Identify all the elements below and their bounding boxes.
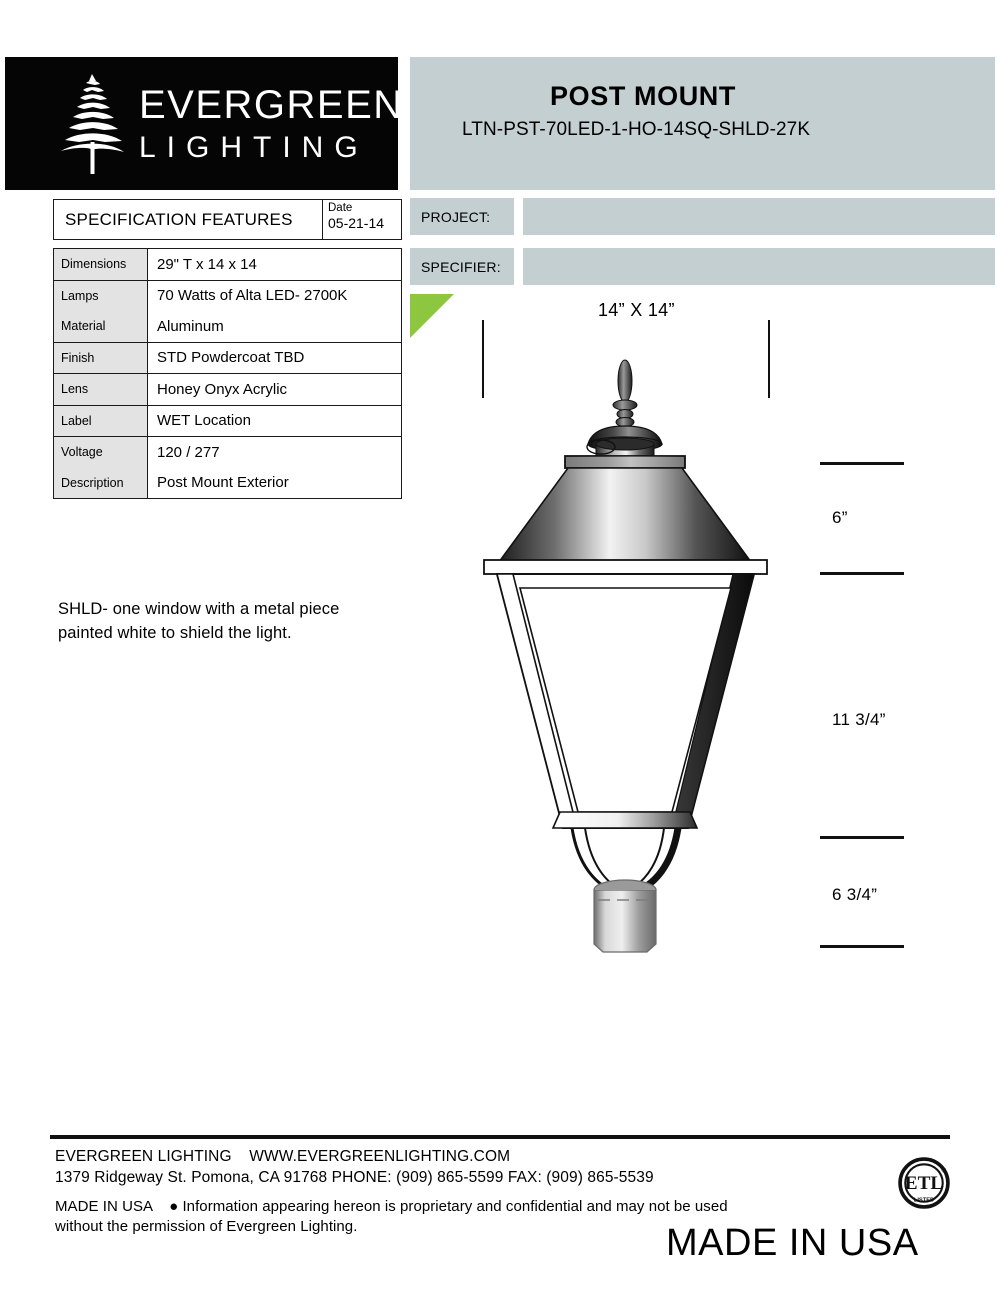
etl-listed-icon	[898, 1157, 950, 1209]
table-row-values	[148, 406, 401, 437]
dimension-tick	[820, 945, 904, 948]
footer-legal-text: Information appearing hereon is proprietary and confidential and may not be used without the permission of Evergreen Lighting.	[55, 1198, 728, 1236]
table-row-values	[148, 343, 401, 374]
product-title: POST MOUNT	[550, 81, 736, 111]
spec-value-cell: 29" T x 14 x 14	[157, 255, 257, 273]
dimension-label: 6”	[832, 508, 848, 527]
table-row-labels	[54, 249, 148, 280]
brand-name-line1: EVERGREEN	[139, 82, 404, 127]
footer-address: 1379 Ridgeway St. Pomona, CA 91768 PHONE: (909) 865-5599 FAX: (909) 865-5539	[55, 1168, 654, 1186]
table-row-group	[54, 437, 401, 498]
table-row-group	[54, 343, 401, 375]
spec-heading-label: SPECIFICATION FEATURES	[65, 209, 293, 229]
spec-date-label: Date	[328, 202, 353, 214]
spec-value-cell: 70 Watts of Alta LED- 2700K	[157, 287, 348, 305]
table-row-labels	[54, 437, 148, 498]
evergreen-tree-icon	[59, 72, 125, 176]
product-title-band	[410, 57, 995, 190]
product-model-number: LTN-PST-70LED-1-HO-14SQ-SHLD-27K	[462, 119, 811, 140]
spec-label-cell: Lamps	[61, 288, 99, 303]
footer-website[interactable]: WWW.EVERGREENLIGHTING.COM	[249, 1148, 511, 1165]
shield-note: SHLD- one window with a metal piece painted white to shield the light.	[58, 600, 340, 642]
spec-value-cell: Aluminum	[157, 317, 224, 335]
footer-contact	[55, 1147, 654, 1188]
spec-date-cell	[322, 200, 401, 239]
footer-made-in-usa-small: MADE IN USA	[55, 1198, 153, 1215]
spec-value-cell: 120 / 277	[157, 443, 220, 461]
spec-label-cell: Lens	[61, 382, 89, 397]
etl-mark-text: ETL	[904, 1173, 944, 1195]
spec-label-cell: Material	[61, 319, 106, 334]
specification-features-header	[53, 199, 402, 240]
table-row-group	[54, 281, 401, 343]
footer-divider	[50, 1135, 950, 1139]
spec-label-cell: Dimensions	[61, 257, 127, 272]
project-input[interactable]	[523, 198, 995, 235]
table-row-values	[148, 249, 401, 280]
spec-label-cell: Voltage	[61, 445, 103, 460]
dimension-tick	[820, 572, 904, 575]
specifier-label: SPECIFIER:	[410, 248, 514, 285]
registered-mark-icon: ®	[941, 1167, 947, 1175]
table-row-labels	[54, 406, 148, 437]
brand-name-line2: LIGHTING	[139, 130, 369, 164]
specifier-input[interactable]	[523, 248, 995, 285]
project-row	[410, 198, 995, 235]
width-dimension-label: 14” X 14”	[598, 300, 675, 320]
table-row-values	[148, 437, 401, 498]
dimension-label: 11 3/4”	[832, 710, 886, 729]
dimension-tick	[820, 836, 904, 839]
spec-label-cell: Description	[61, 475, 124, 490]
table-row-labels	[54, 374, 148, 405]
table-row-values	[148, 281, 401, 342]
spec-date-value: 05-21-14	[328, 215, 385, 232]
project-label: PROJECT:	[410, 198, 514, 235]
specification-table	[53, 248, 402, 499]
table-row-group	[54, 374, 401, 406]
brand-logo-block	[5, 57, 404, 190]
made-in-usa-headline: MADE IN USA	[666, 1222, 919, 1264]
dimension-tick	[820, 462, 904, 465]
spec-value-cell: Honey Onyx Acrylic	[157, 380, 288, 398]
table-row-labels	[54, 281, 148, 342]
footer-company: EVERGREEN LIGHTING	[55, 1148, 232, 1165]
spec-value-cell: WET Location	[157, 412, 251, 430]
spec-value-cell: STD Powdercoat TBD	[157, 349, 305, 367]
witness-line-right	[768, 320, 770, 398]
witness-line-left	[482, 320, 484, 398]
table-row-values	[148, 374, 401, 405]
spec-value-cell: Post Mount Exterior	[157, 474, 289, 492]
table-row-group	[54, 249, 401, 281]
specifier-row	[410, 248, 995, 285]
spec-label-cell: Label	[61, 413, 92, 428]
green-corner-accent	[410, 294, 454, 338]
brand-wordmark	[139, 82, 404, 164]
spec-label-cell: Finish	[61, 350, 95, 365]
table-row-group	[54, 406, 401, 438]
etl-listed-text: LISTED	[913, 1197, 935, 1204]
bullet-icon: ●	[169, 1198, 179, 1215]
table-row-labels	[54, 343, 148, 374]
dimension-label: 6 3/4”	[832, 885, 878, 904]
